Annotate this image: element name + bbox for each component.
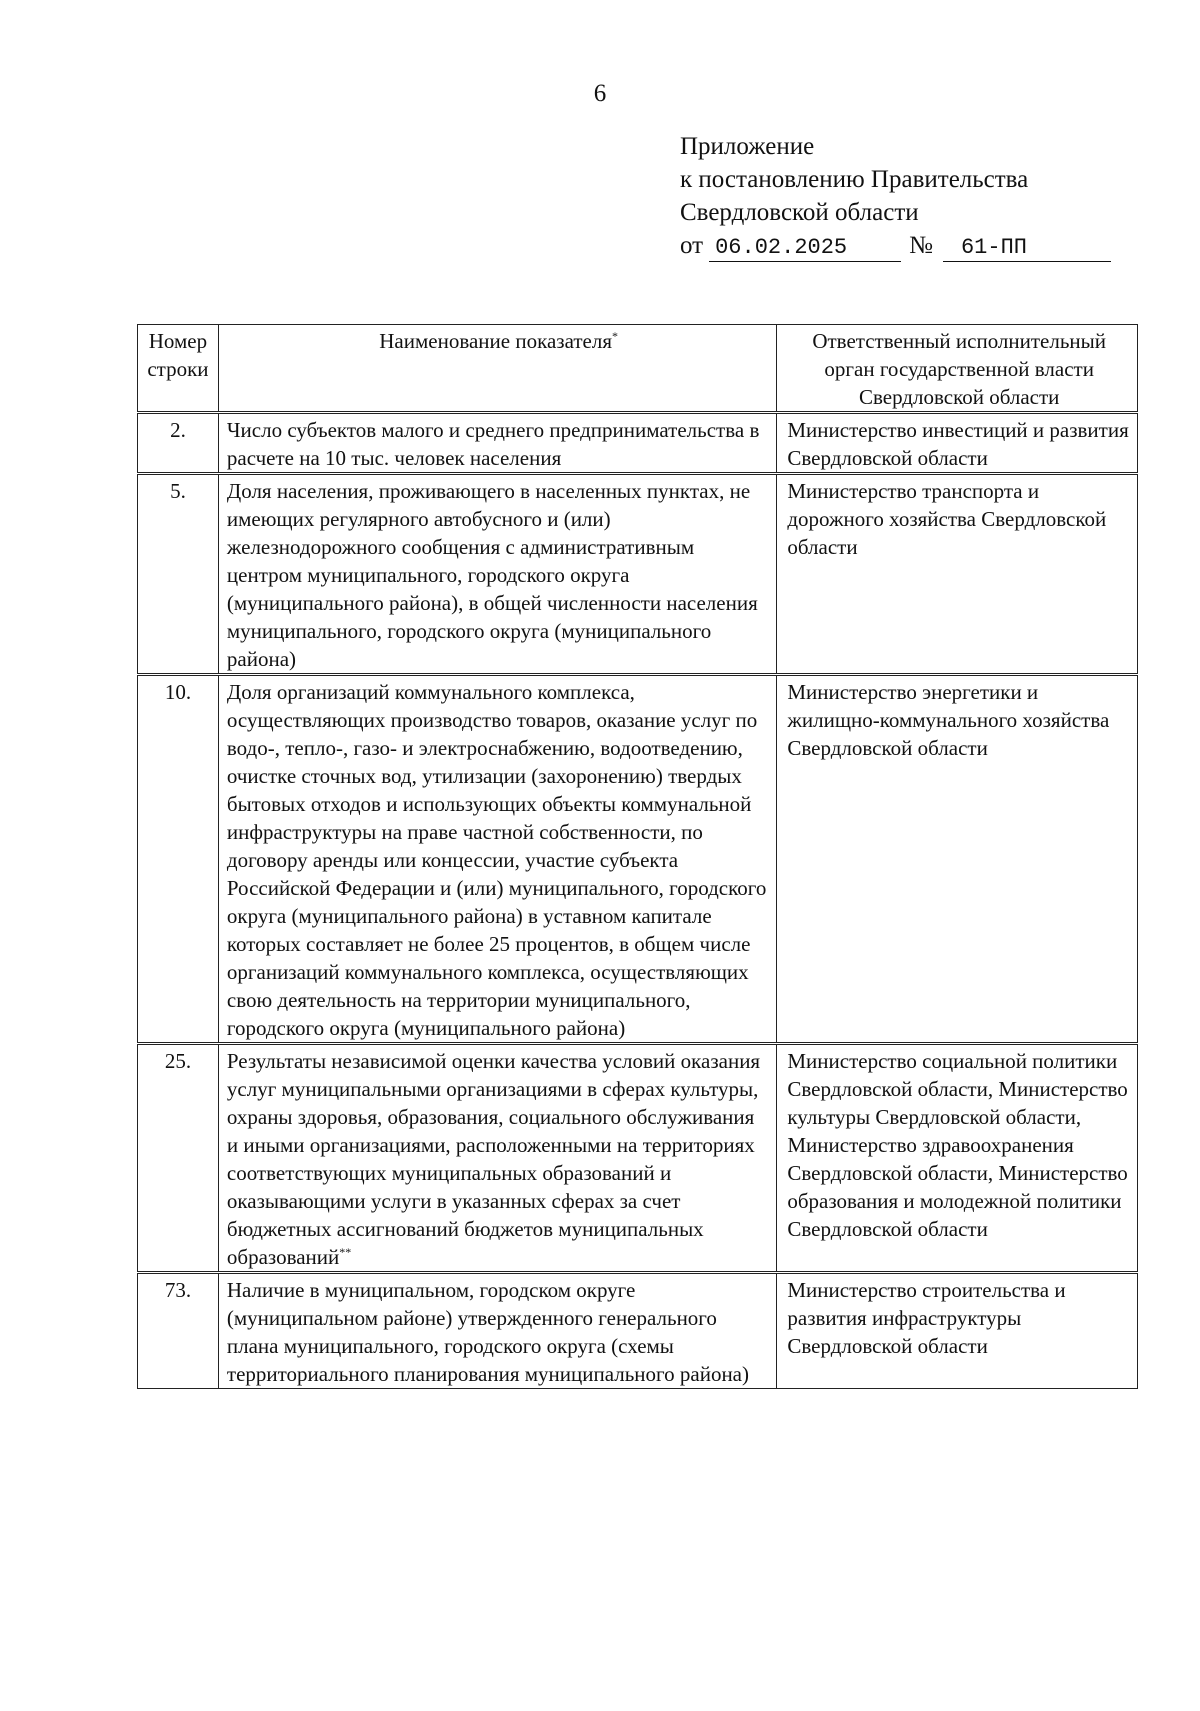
header-org: Ответственный исполнительный орган государственной власти Свердловской области [777,325,1138,413]
header-number: Номер строки [138,325,219,413]
row-org: Министерство энергетики и жилищно-коммунального хозяйства Свердловской области [777,675,1138,1044]
table-row [138,1273,1138,1389]
row-name: Доля населения, проживающего в населенных пунктах, не имеющих регулярного автобусного и (или) железнодорожного сообщения с административным центром муниципального, городского округа (муниципального района), в общей численности населения муниципального, городского округа (муниципального района) [218,474,776,675]
row-org: Министерство инвестиций и развития Свердловской области [777,413,1138,474]
appendix-line-2: к постановлению Правительства [680,166,1029,193]
row-number: 2. [138,413,219,474]
appendix-line-3: Свердловской области [680,199,919,226]
indicators-table [137,324,1138,1389]
row-number: 10. [138,675,219,1044]
header-name [218,325,776,413]
number-prefix: № [909,232,933,259]
row-number: 5. [138,474,219,675]
row-name: Число субъектов малого и среднего предпринимательства в расчете на 10 тыс. человек населения [218,413,776,474]
page-number: 6 [593,80,607,107]
table-row [138,474,1138,675]
decree-number: 61-ПП [943,235,1111,262]
row-name: Наличие в муниципальном, городском округе (муниципальном районе) утвержденного генерального плана муниципального, городского округа (схемы территориального планирования муниципального района) [218,1273,776,1389]
appendix-title: Приложение [680,133,815,160]
row-name-text: Результаты независимой оценки качества условий оказания услуг муниципальными организациями в сферах культуры, охраны здоровья, образования, социального обслуживания и иными организациями, расположенными на территориях соответствующих муниципальных образований и оказывающими услуги в указанных сферах за счет бюджетных ассигнований бюджетов муниципальных образований [226,1049,761,1269]
row-org: Министерство строительства и развития инфраструктуры Свердловской области [777,1273,1138,1389]
row-name [218,1044,776,1273]
row-number: 73. [138,1273,219,1389]
row-name-mark: ** [339,1245,352,1259]
table-row [138,1044,1138,1273]
appendix-block [680,130,1111,262]
table-row [138,413,1138,474]
date-prefix: от [680,232,704,259]
row-name: Доля организаций коммунального комплекса, осуществляющих производство товаров, оказание услуг по водо-, тепло-, газо- и электроснабжению, водоотведению, очистке сточных вод, утилизации (захоронению) твердых бытовых отходов и использующих объекты коммунальной инфраструктуры на праве частной собственности, по договору аренды или концессии, участие субъекта Российской Федерации и (или) муниципального, городского округа (муниципального района) в уставном капитале которых составляет не более 25 процентов, в общем числе организаций коммунального комплекса, осуществляющих свою деятельность на территории муниципального, городского округа (муниципального района) [218,675,776,1044]
decree-line [680,229,1111,262]
row-org: Министерство транспорта и дорожного хозяйства Свердловской области [777,474,1138,675]
table-header-row [138,325,1138,413]
decree-date: 06.02.2025 [709,235,901,262]
row-number: 25. [138,1044,219,1273]
header-name-mark: * [612,329,618,343]
row-org: Министерство социальной политики Свердловской области, Министерство культуры Свердловской области, Министерство здравоохранения Свердловской области, Министерство образования и молодежной политики Свердловской области [777,1044,1138,1273]
table-row [138,675,1138,1044]
header-name-label: Наименование показателя [379,329,612,353]
